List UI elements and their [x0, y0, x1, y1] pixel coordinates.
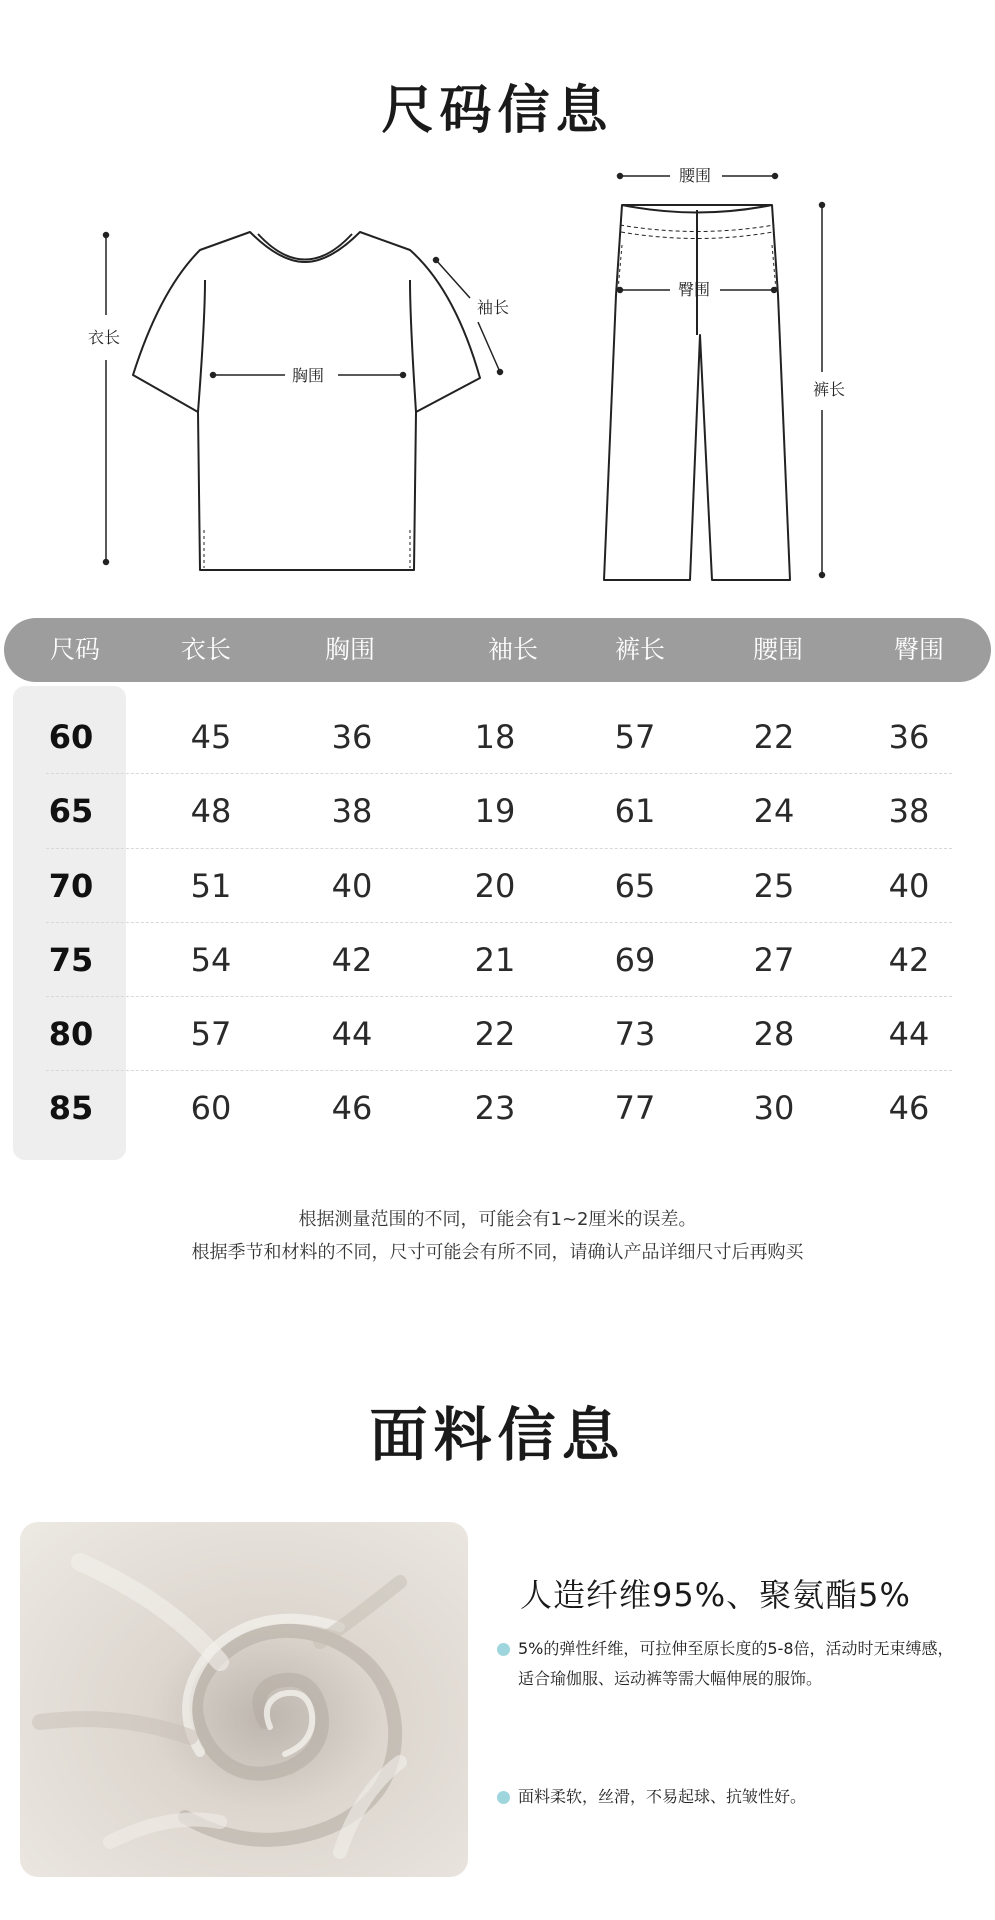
feature-soft: 面料柔软，丝滑，不易起球、抗皱性好。 — [518, 1787, 807, 1806]
cell-shirt-length: 60 — [190, 1089, 232, 1127]
header-sleeve: 袖长 — [487, 635, 538, 664]
hip-label: 臀围 — [678, 280, 711, 299]
cell-chest: 36 — [331, 718, 373, 756]
cell-waist: 24 — [753, 792, 795, 830]
header-pants-length: 裤长 — [614, 635, 665, 664]
cell-chest: 44 — [331, 1015, 373, 1053]
cell-hip: 40 — [888, 867, 930, 905]
feature-stretch-line1: 5%的弹性纤维，可拉伸至原长度的5-8倍，活动时无束缚感， — [518, 1639, 954, 1658]
table-row — [0, 997, 995, 1071]
tshirt-collar — [258, 234, 352, 260]
sleeve-label: 袖长 — [477, 298, 510, 317]
cell-waist: 22 — [753, 718, 795, 756]
cell-size: 70 — [48, 867, 94, 905]
cell-pants-length: 77 — [614, 1089, 656, 1127]
measurement-note: 根据测量范围的不同，可能会有1~2厘米的误差。 — [298, 1209, 697, 1230]
cell-shirt-length: 51 — [190, 867, 232, 905]
fabric-swirl-image — [20, 1522, 468, 1877]
table-row — [0, 923, 995, 997]
cell-sleeve: 22 — [474, 1015, 516, 1053]
cell-sleeve: 18 — [474, 718, 516, 756]
feature-bullet-icon — [497, 1643, 510, 1656]
cell-chest: 40 — [331, 867, 373, 905]
cell-size: 60 — [48, 718, 94, 756]
garment-diagram — [0, 150, 995, 590]
cell-sleeve: 20 — [474, 867, 516, 905]
cell-pants-length: 57 — [614, 718, 656, 756]
size-table-header — [4, 618, 991, 682]
cell-pants-length: 69 — [614, 941, 656, 979]
feature-bullet-icon — [497, 1791, 510, 1804]
size-info-title: 尺码信息 — [381, 81, 614, 141]
garment-outline-graphic — [0, 150, 995, 590]
cell-size: 80 — [48, 1015, 94, 1053]
season-note: 根据季节和材料的不同，尺寸可能会有所不同，请确认产品详细尺寸后再购买 — [191, 1242, 804, 1263]
cell-waist: 25 — [753, 867, 795, 905]
cell-size: 65 — [48, 792, 94, 830]
table-row — [0, 1071, 995, 1145]
fabric-photo — [20, 1522, 468, 1877]
cell-sleeve: 21 — [474, 941, 516, 979]
cell-hip: 46 — [888, 1089, 930, 1127]
cell-shirt-length: 45 — [190, 718, 232, 756]
cell-hip: 44 — [888, 1015, 930, 1053]
cell-sleeve: 19 — [474, 792, 516, 830]
header-waist: 腰围 — [752, 635, 803, 664]
cell-sleeve: 23 — [474, 1089, 516, 1127]
cell-size: 75 — [48, 941, 94, 979]
header-shirt-length: 衣长 — [180, 635, 231, 664]
tshirt-outline — [133, 232, 480, 570]
cell-pants-length: 61 — [614, 792, 656, 830]
cell-waist: 28 — [753, 1015, 795, 1053]
fabric-composition: 人造纤维95%、聚氨酯5% — [520, 1576, 911, 1614]
table-row — [0, 774, 995, 848]
cell-waist: 27 — [753, 941, 795, 979]
cell-shirt-length: 57 — [190, 1015, 232, 1053]
cell-chest: 46 — [331, 1089, 373, 1127]
feature-stretch-line2: 适合瑜伽服、运动裤等需大幅伸展的服饰。 — [518, 1669, 823, 1688]
cell-pants-length: 73 — [614, 1015, 656, 1053]
cell-chest: 42 — [331, 941, 373, 979]
cell-shirt-length: 54 — [190, 941, 232, 979]
cell-hip: 36 — [888, 718, 930, 756]
chest-label: 胸围 — [292, 366, 325, 385]
fabric-info-title: 面料信息 — [369, 1401, 626, 1469]
cell-waist: 30 — [753, 1089, 795, 1127]
table-row — [0, 700, 995, 774]
cell-hip: 42 — [888, 941, 930, 979]
header-hip: 臀围 — [893, 635, 944, 664]
cell-size: 85 — [48, 1089, 94, 1127]
shirt-length-label: 衣长 — [88, 328, 121, 347]
header-size: 尺码 — [49, 635, 100, 664]
waist-label: 腰围 — [679, 166, 712, 185]
cell-pants-length: 65 — [614, 867, 656, 905]
cell-chest: 38 — [331, 792, 373, 830]
table-row — [0, 849, 995, 923]
pants-length-label: 裤长 — [813, 380, 846, 399]
cell-hip: 38 — [888, 792, 930, 830]
cell-shirt-length: 48 — [190, 792, 232, 830]
header-chest: 胸围 — [324, 635, 375, 664]
